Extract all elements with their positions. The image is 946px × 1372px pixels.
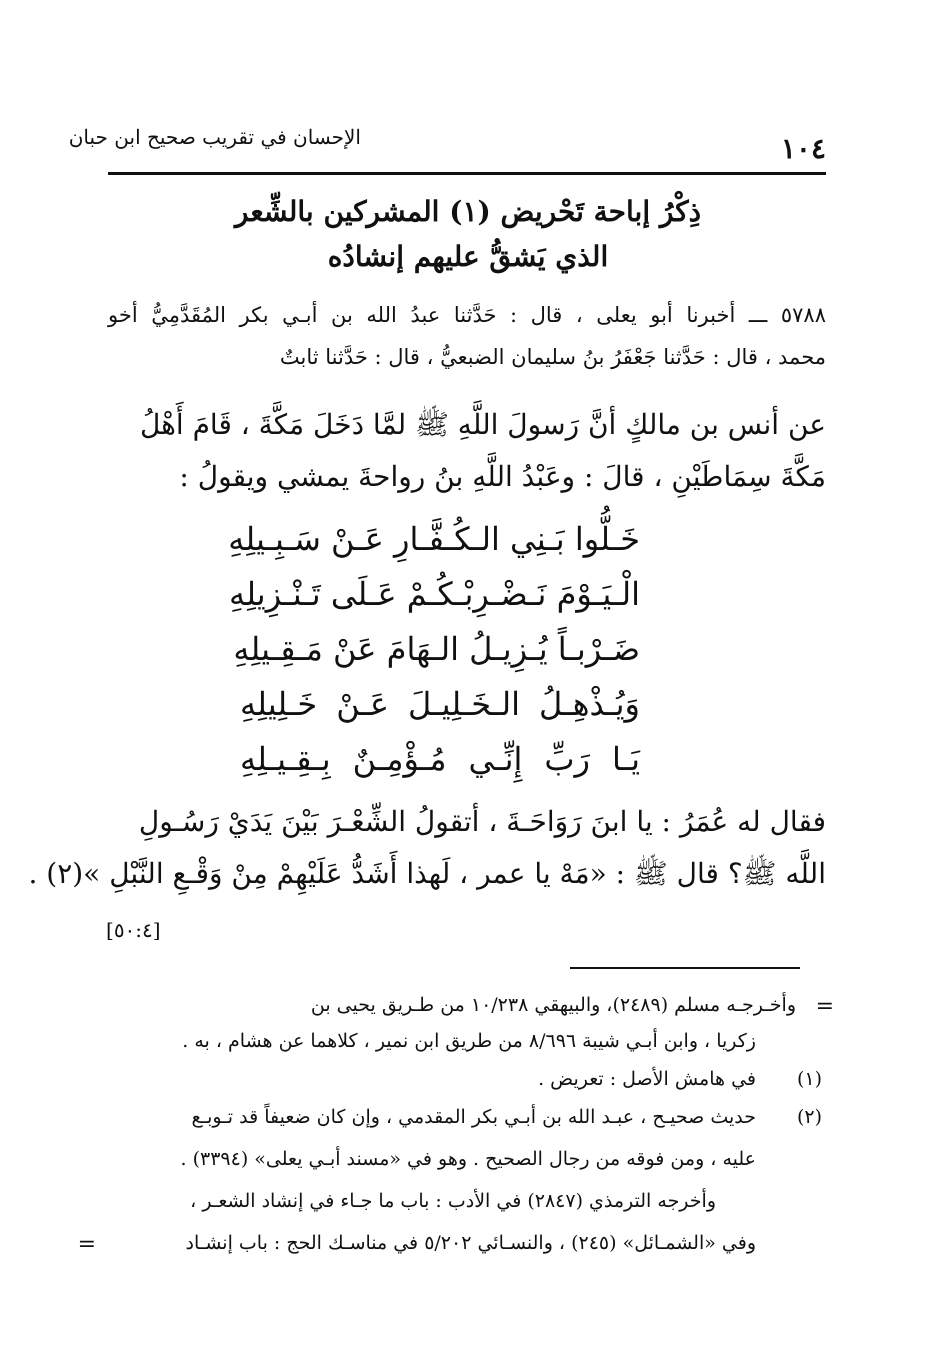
ending-line-2: اللَّه ﷺ؟ قال ﷺ : «مَهْ يا عمر ، لَهذا أَشَدُّ عَلَيْهِمْ مِنْ وَقْـعِ النَّبْلِ »(٢) .: [28, 857, 826, 890]
hadith-reference: [٥٠:٤]: [106, 918, 161, 942]
footnote-divider: [570, 967, 800, 969]
footnote-2-number: (٢): [796, 1106, 822, 1128]
footnote-1-text: في هامش الأصل : تعريض .: [538, 1068, 756, 1090]
footnote-2-line: وفي «الشمـائل» (٢٤٥) ، والنسـائي ٥/٢٠٢ في مناسـك الحج : باب إنشـاد: [185, 1232, 756, 1254]
running-header-title: الإحسان في تقريب صحيح ابن حبان: [68, 125, 361, 149]
footnote-2-line: وأخرجه الترمذي (٢٨٤٧) في الأدب : باب ما جـاء في إنشاد الشعـر ،: [190, 1190, 716, 1212]
ending-line-1: فقال له عُمَرُ : يا ابنَ رَوَاحَـةَ ، أتقولُ الشِّعْـرَ بَيْنَ يَدَيْ رَسُـولِ: [138, 805, 826, 838]
poem-verse: الْـيَـوْمَ نَـضْـرِبْـكُـمْ عَـلَى تَـنْـزِيلِهِ: [229, 575, 640, 613]
footnote-continued-line: زكريا ، وابن أبـي شيبة ٨/٦٩٦ من طريق ابن نمير ، كلاهما عن هشام ، به .: [182, 1030, 756, 1052]
poem-verse: خَـلُّوا بَـنِي الـكُـفَّـارِ عَـنْ سَـبِـيلِهِ: [228, 520, 640, 558]
matn-line-2: مَكَّةَ سِمَاطَيْنِ ، قالَ : وعَبْدُ اللَّهِ بنُ رواحةَ يمشي ويقولُ :: [179, 460, 826, 493]
continuation-mark: =: [77, 1232, 96, 1257]
poem-verse: وَيُـذْهِـلُ الـخَـلِيـلَ عَـنْ خَـلِيلِهِ: [240, 685, 640, 723]
isnad-line-2: محمد ، قال : حَدَّثنا جَعْفَرُ بنُ سليمان الضبعيُّ ، قال : حَدَّثنا ثابتٌ: [279, 345, 826, 369]
chapter-title-line-2: الذي يَشقُّ عليهم إنشادُه: [327, 240, 609, 273]
page-number: ١٠٤: [780, 132, 826, 165]
poem-verse: ضَـرْبـاً يُـزِيـلُ الـهَامَ عَنْ مَـقِـيلِهِ: [233, 630, 640, 668]
footnote-2-line: عليه ، ومن فوقه من رجال الصحيح . وهو في «مسند أبـي يعلى» (٣٣٩٤) .: [180, 1148, 756, 1170]
header-divider: [108, 172, 826, 175]
footnote-2-line: حديث صحيـح ، عبـد الله بن أبـي بكر المقدمي ، وإن كان ضعيفاً قد تـوبـع: [191, 1106, 756, 1128]
poem-verse: يَـا رَبِّ إِنِّـي مُـؤْمِـنٌ بِـقِـيـلِهِ: [240, 740, 640, 778]
footnote-continued-line: وأخـرجـه مسلم (٢٤٨٩)، والبيهقي ١٠/٢٣٨ من طـريق يحيى بن: [310, 994, 796, 1016]
matn-line-1: عن أنس بن مالكٍ أنَّ رَسولَ اللَّهِ ﷺ لمَّا دَخَلَ مَكَّةَ ، قَامَ أَهْلُ: [139, 408, 826, 441]
continuation-mark: =: [815, 994, 834, 1019]
isnad-line-1: ٥٧٨٨ ـــ أخبرنا أبو يعلى ، قال : حَدَّثنا عبدُ الله بن أبـي بكر المُقَدَّمِيُّ أخو: [108, 303, 826, 327]
chapter-title-line-1: ذِكْرُ إباحة تَحْريض (١) المشركين بالشِّعر: [234, 195, 702, 228]
footnote-1-number: (١): [796, 1068, 822, 1090]
